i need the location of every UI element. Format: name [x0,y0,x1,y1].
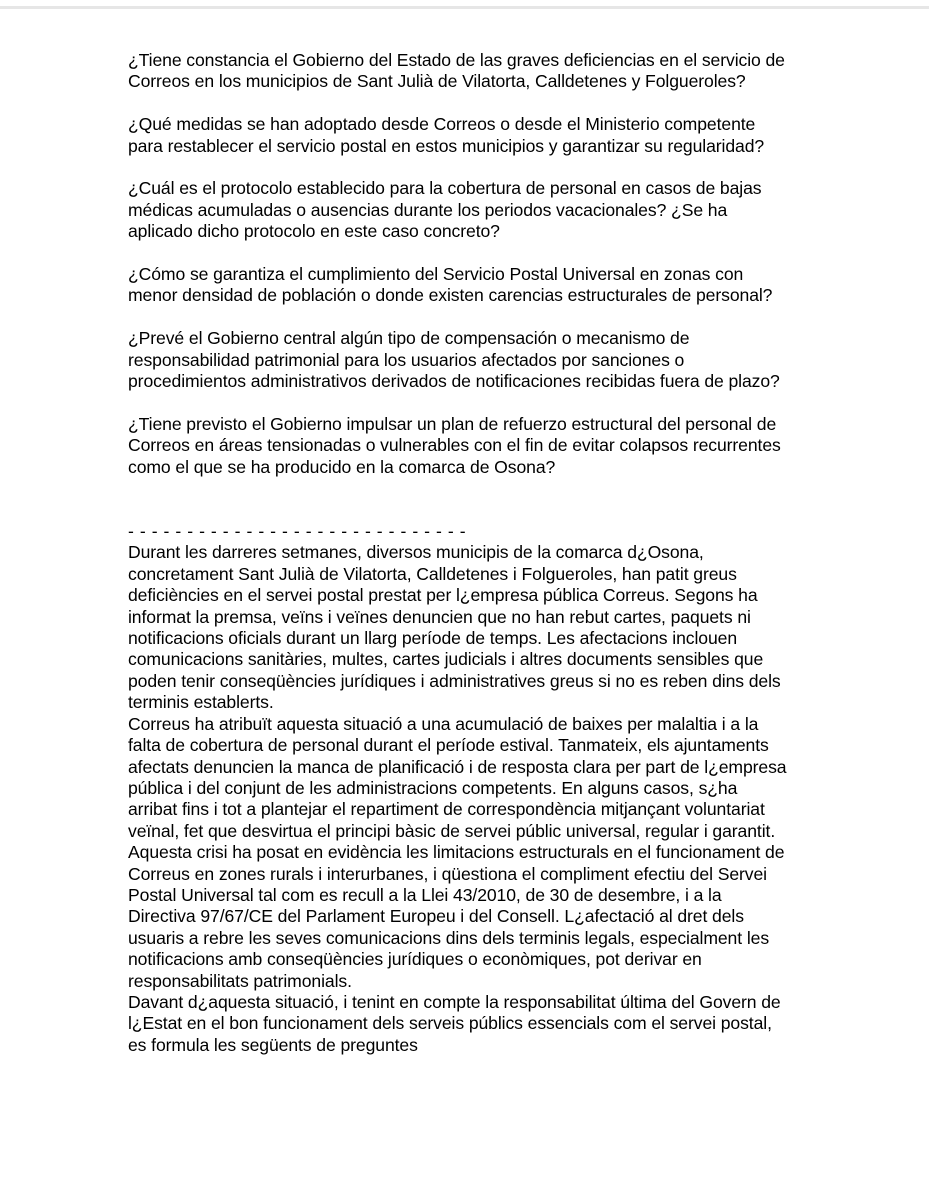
question-line: ¿Prevé el Gobierno central algún tipo de compensación o mecanismo de [128,328,690,349]
question-line: médicas acumuladas o ausencias durante los periodos vacacionales? ¿Se ha [128,199,728,220]
document-page [128,50,818,1056]
body-line: falta de cobertura de personal durant el període estival. Tanmateix, els ajuntaments [128,735,769,756]
body-line: Davant d¿aquesta situació, i tenint en compte la responsabilitat última del Govern de [128,991,781,1012]
question-6 [128,414,818,478]
question-line: Correos en áreas tensionadas o vulnerables con el fin de evitar colapsos recurrentes [128,435,781,456]
body-line: notificacions amb conseqüències jurídiques o econòmiques, pot derivar en [128,949,702,970]
question-3 [128,178,818,242]
body-line: responsabilitats patrimonials. [128,970,352,991]
question-line: responsabilidad patrimonial para los usuarios afectados por sanciones o [128,349,685,370]
body-line: concretament Sant Julià de Vilatorta, Calldetenes i Folgueroles, han patit greus [128,563,737,584]
body-line: Directiva 97/67/CE del Parlament Europeu i del Consell. L¿afectació al dret dels [128,906,744,927]
question-line: ¿Tiene constancia el Gobierno del Estado de las graves deficiencias en el servicio de [128,50,785,70]
body-line: Correus en zones rurals i interurbanes, i qüestiona el compliment efectiu del Servei [128,863,767,884]
dashed-separator: - - - - - - - - - - - - - - - - - - - - - - - - - - - - - [128,521,467,542]
question-line: aplicado dicho protocolo en este caso concreto? [128,221,500,242]
question-line: ¿Qué medidas se han adoptado desde Correos o desde el Ministerio competente [128,114,756,135]
body-line: poden tenir conseqüències jurídiques i administratives greus si no es reben dins dels [128,670,781,691]
body-line: pública i del conjunt de les administracions competents. En alguns casos, s¿ha [128,777,738,798]
body-line: comunicacions sanitàries, multes, cartes judicials i altres documents sensibles que [128,649,764,670]
question-line: Correos en los municipios de Sant Julià de Vilatorta, Calldetenes y Folgueroles? [128,71,746,92]
body-line: afectats denuncien la manca de planificació i de resposta clara per part de l¿empresa [128,756,787,777]
question-line: ¿Tiene previsto el Gobierno impulsar un plan de refuerzo estructural del personal de [128,413,777,434]
body-line: es formula les següents de preguntes [128,1034,418,1055]
question-line: como el que se ha producido en la comarca de Osona? [128,456,556,477]
body-line: informat la premsa, veïns i veïnes denuncien que no han rebut cartes, paquets ni [128,606,751,627]
question-2 [128,114,818,157]
question-line: ¿Cuál es el protocolo establecido para la cobertura de personal en casos de bajas [128,178,762,199]
body-line: terminis establerts. [128,692,274,713]
body-line: Aquesta crisi ha posat en evidència les limitacions estructurals en el funcionament de [128,842,785,863]
body-line: Durant les darreres setmanes, diversos municipis de la comarca d¿Osona, [128,542,704,563]
question-1 [128,50,818,93]
body-line: veïnal, fet que desvirtua el principi bàsic de servei públic universal, regular i garantit. [128,820,776,841]
catalan-body-text [128,542,818,1056]
body-line: deficiències en el servei postal prestat per l¿empresa pública Correus. Segons ha [128,585,758,606]
body-line: l¿Estat en el bon funcionament dels serveis públics essencials com el servei postal, [128,1013,772,1034]
question-line: para restablecer el servicio postal en estos municipios y garantizar su regularidad? [128,135,765,156]
question-5 [128,328,818,392]
body-line: Postal Universal tal com es recull a la Llei 43/2010, de 30 de desembre, i a la [128,884,722,905]
body-line: usuaris a rebre les seves comunicacions dins dels terminis legals, especialment les [128,927,770,948]
top-border [0,6,929,9]
body-line: Correus ha atribuït aquesta situació a una acumulació de baixes per malaltia i a la [128,713,759,734]
body-line: arribat fins i tot a plantejar el repartiment de correspondència mitjançant voluntariat [128,799,765,820]
question-line: menor densidad de población o donde existen carencias estructurales de personal? [128,285,773,306]
body-line: notificacions oficials durant un llarg període de temps. Les afectacions inclouen [128,628,738,649]
question-4 [128,264,818,307]
question-line: ¿Cómo se garantiza el cumplimiento del Servicio Postal Universal en zonas con [128,264,744,285]
question-line: procedimientos administrativos derivados de notificaciones recibidas fuera de plazo? [128,371,780,392]
